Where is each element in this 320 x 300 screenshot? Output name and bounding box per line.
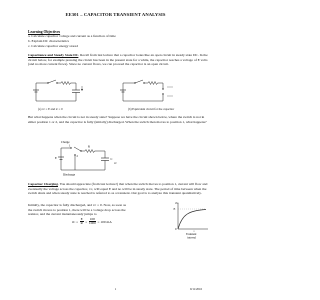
steady-state-circuit	[30, 77, 100, 107]
fraction-numerator: E	[80, 216, 83, 221]
learning-objectives	[28, 30, 208, 48]
label-resistor: R	[88, 144, 91, 149]
objective-item: c. Calculate capacitor energy stored	[28, 43, 78, 48]
initial-current-block	[28, 203, 168, 226]
figure-caption-left: (a) vc = E and ic = 0	[38, 107, 63, 111]
label-position-2: 2	[76, 155, 78, 158]
objective-item: a. Calculate capacitor voltage and current as a function of time	[28, 34, 116, 39]
fraction	[80, 218, 84, 226]
current-formula	[72, 218, 168, 226]
graph-interval-label: interval	[187, 236, 197, 240]
formula-result: = 100 mA	[97, 219, 112, 224]
label-discharge: Discharge	[63, 172, 76, 177]
open-circuit-equivalent	[117, 77, 187, 107]
objective-item: b. Explain DC characteristics	[28, 38, 70, 43]
section-heading: Capacitor Charging	[28, 182, 58, 186]
fraction-denominator-value: 1000	[88, 221, 96, 226]
footer-date: 9/11/2016	[190, 287, 203, 291]
capacitor-charging-paragraph: Capacitor Charging. You should appreciate (from last lecture!) that when the switch moves to position 1, current will flow and eventually the voltage across the capacitor, vc, will equal E and no will be in steady state. The period of time between when the switch shuts and when steady state is reached is referred to as a transient. Our goal is to analyze this transient quantitatively.	[28, 182, 208, 196]
objectives-heading: Learning Objectives	[28, 30, 61, 34]
label-capacitor: C	[110, 157, 113, 161]
charge-discharge-circuit	[55, 138, 125, 178]
paragraph-line: Initially, the capacitor is fully discharged, and vc = 0. Now, as soon as	[28, 203, 126, 207]
paragraph-line: the switch moves to position 1, there will be a voltage drop across the	[28, 207, 126, 212]
paragraph-line: resistor, and the current instantaneously jumps to	[28, 212, 97, 217]
fraction-numerator-value: 100	[89, 216, 96, 221]
graph-zero-label: 0	[175, 227, 177, 231]
charging-curve-graph	[172, 199, 212, 239]
label-position-1: 1	[69, 144, 71, 148]
label-source: E	[55, 156, 57, 160]
section-heading: Capacitance and Steady State DC	[28, 53, 79, 57]
page-number: 1	[114, 287, 117, 291]
paragraph-text: Recall from last lecture that a capacitor looks like an open circuit in steady state DC. In the circuit below, for example pressing the circuit has been in the present state for a while, the capacitor reaches a voltage of E volts (and no more current flows). Since no current flows, we can proceed the capacitor is an open circuit.	[28, 53, 208, 67]
figure-caption-right: (b) Equivalent circuit for the capacitor	[128, 107, 175, 111]
steady-state-paragraph: Capacitance and Steady State DC. Recall from last lecture that a capacitor looks like an open circuit in steady state DC. In the circuit below, for example pressing the circuit has been in the present state for a while, the capacitor reaches a voltage of E volts (and no more current flows). Since no current flows, we can proceed the capacitor is an open circuit.	[28, 53, 208, 67]
page-title: EE301 – CAPACITOR TRANSIENT ANALYSIS	[65, 12, 166, 17]
graph-e-label: E	[173, 207, 176, 211]
fraction-denominator: R	[80, 221, 83, 226]
transient-intro-paragraph	[28, 115, 209, 124]
formula-lhs: iC =	[72, 219, 79, 224]
graph-transient-label: Transient	[186, 233, 197, 236]
paragraph-text: But what happens when the circuit is not in steady state? Suppose we have the circuit shown below, where the switch is not in either position 1 or 2, and the capacitor is fully (initially) discharged. When the switch then moves to position 1, what happens?	[28, 115, 207, 124]
label-charge: Charge	[61, 140, 70, 144]
graph-y-label: vC	[175, 201, 179, 205]
formula-equals: =	[85, 219, 88, 224]
label-vc: vc	[114, 161, 117, 165]
paragraph-text: You should appreciate (from last lecture!) that when the switch moves to position 1, current will flow and eventually the voltage across the capacitor, vc, will equal E and no will be in steady state. The period of time between when the switch shuts and when steady state is reached is referred to as a transient. Our goal is to analyze this transient quantitatively.	[28, 182, 208, 196]
fraction-values	[89, 218, 96, 226]
